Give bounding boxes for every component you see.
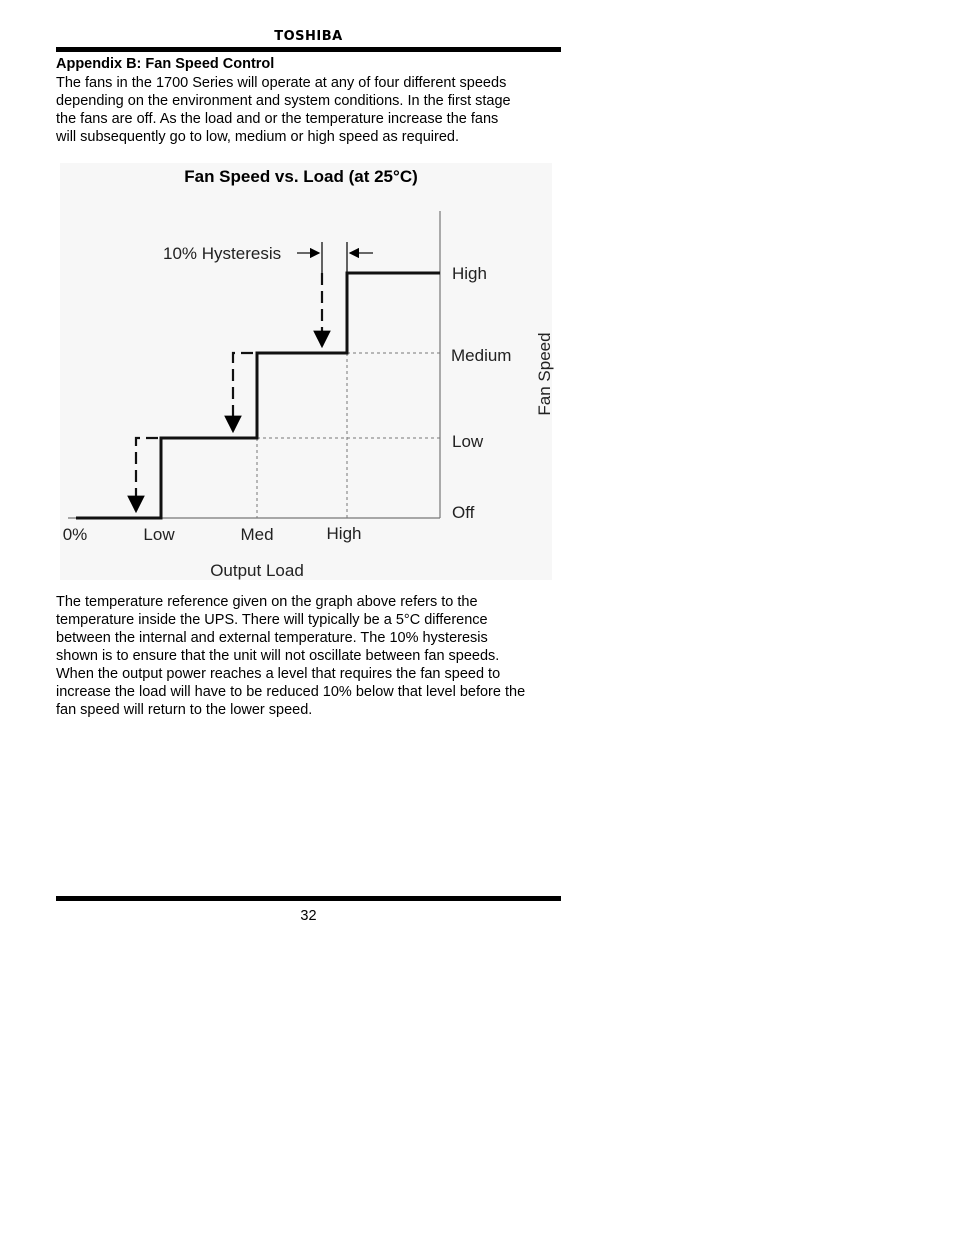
text-line: shown is to ensure that the unit will not oscillate between fan speeds. [56, 648, 500, 664]
x-tick-labels [63, 524, 362, 544]
y-tick-low: Low [452, 432, 484, 451]
text-line: depending on the environment and system conditions. In the first stage [56, 93, 511, 109]
text-line: The fans in the 1700 Series will operate at any of four different speeds [56, 75, 507, 91]
hysteresis-path-low [136, 438, 158, 511]
text-line: increase the load will have to be reduced 10% below that level before the [56, 684, 526, 700]
hysteresis-label: 10% Hysteresis [163, 244, 282, 263]
text-line: will subsequently go to low, medium or high speed as required. [56, 129, 460, 145]
footer-rule [56, 896, 561, 901]
grid-lines [257, 353, 440, 518]
text-line: When the output power reaches a level that requires the fan speed to [56, 666, 501, 682]
text-line: fan speed will return to the lower speed. [56, 702, 313, 718]
hysteresis-path-med [233, 353, 253, 431]
section-heading: Appendix B: Fan Speed Control [56, 56, 275, 72]
text-line: the fans are off. As the load and or the temperature increase the fans [56, 111, 499, 127]
text-line: The temperature reference given on the graph above refers to the [56, 594, 478, 610]
x-tick-med: Med [240, 525, 274, 544]
chart-svg [60, 163, 552, 580]
text-line: between the internal and external temperature. The 10% hysteresis [56, 630, 488, 646]
y-tick-medium: Medium [451, 346, 512, 365]
intro-paragraph [56, 74, 566, 146]
x-tick-0: 0% [62, 525, 88, 544]
x-tick-high: High [326, 524, 362, 543]
y-tick-high: High [452, 264, 487, 283]
text-line: temperature inside the UPS. There will typically be a 5°C difference [56, 612, 488, 628]
hysteresis-paths [136, 273, 322, 511]
chart-title: Fan Speed vs. Load (at 25°C) [184, 167, 418, 186]
y-axis-label: Fan Speed [535, 332, 554, 416]
y-tick-off: Off [452, 503, 475, 522]
y-tick-labels [451, 264, 511, 522]
closing-paragraph [56, 593, 566, 719]
hysteresis-bracket [297, 242, 373, 273]
x-tick-low: Low [143, 525, 175, 544]
x-axis-label: Output Load [210, 561, 304, 580]
fan-speed-step-line [76, 273, 440, 518]
brand-logo: TOSHIBA [274, 29, 343, 44]
page-number: 32 [300, 908, 317, 924]
header-rule [56, 47, 561, 52]
fan-speed-chart [60, 163, 552, 580]
